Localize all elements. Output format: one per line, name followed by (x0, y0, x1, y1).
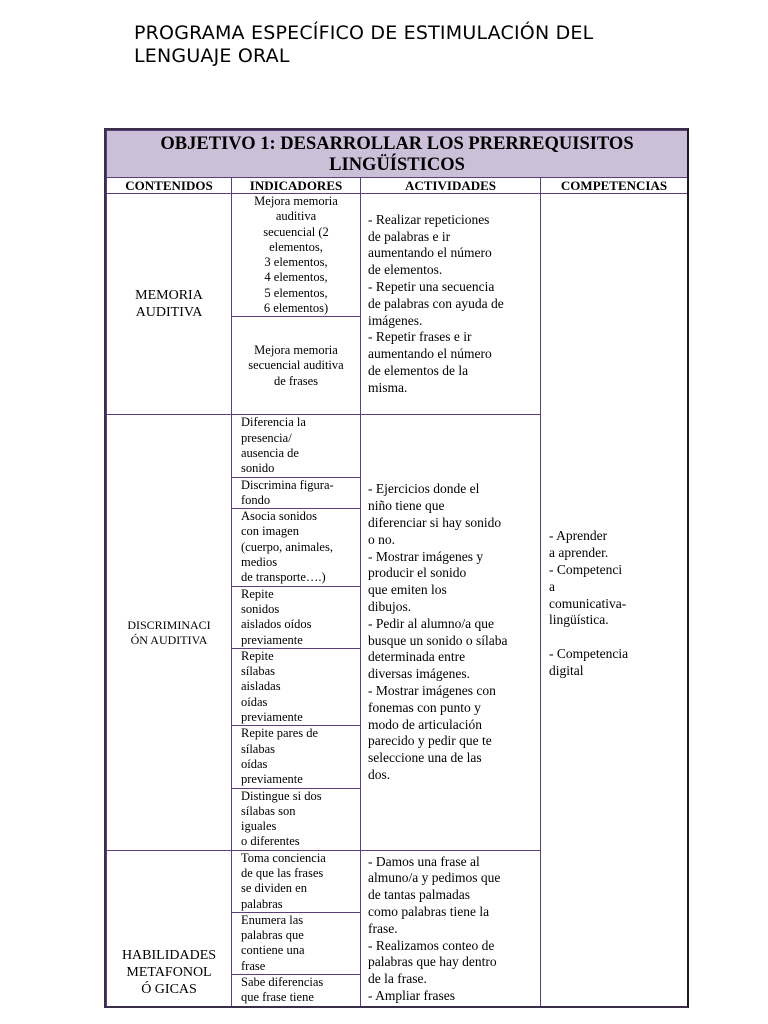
indicator-line: palabras que (241, 928, 304, 943)
indicator-line: se dividen en (241, 881, 307, 896)
indicator-discriminacion-3 (232, 509, 361, 586)
content-line: DISCRIMINACI (127, 617, 211, 632)
indicator-memoria-2 (232, 317, 361, 415)
competencia-line: - Aprender (549, 528, 608, 544)
activity-line: imágenes. (368, 312, 423, 328)
activity-line: que emiten los (368, 582, 447, 598)
activity-line: de la frase. (368, 971, 427, 987)
activity-line: diferenciar si hay sonido (368, 514, 502, 530)
activity-line: busque un sonido o sílaba (368, 632, 508, 648)
indicator-line: Repite (241, 648, 274, 663)
indicator-line: contiene una (241, 943, 305, 958)
competencia-line: a (549, 578, 555, 594)
activity-line: determinada entre (368, 649, 466, 665)
indicator-discriminacion-5 (232, 648, 361, 725)
activities-memoria (361, 194, 541, 415)
activity-line: de elementos de la (368, 362, 469, 378)
indicator-line: sonidos (241, 601, 280, 616)
activity-line: misma. (368, 379, 408, 395)
program-table (106, 130, 688, 1008)
indicator-discriminacion-6 (232, 726, 361, 788)
activity-line: o no. (368, 531, 395, 547)
activity-line: - Realizamos conteo de (368, 937, 495, 953)
activity-line: palabras que hay dentro (368, 954, 497, 970)
activity-line: - Ampliar frases (368, 988, 455, 1004)
content-line: ÓN AUDITIVA (130, 632, 208, 647)
content-habilidades-metafonologicas (107, 850, 232, 1008)
header-contenidos: CONTENIDOS (107, 178, 232, 194)
indicator-line: Diferencia la (241, 415, 306, 430)
document-title (134, 22, 694, 68)
activity-line: aumentando el número (368, 245, 492, 261)
content-memoria-auditiva (107, 194, 232, 415)
title-line-2: LENGUAJE ORAL (134, 45, 290, 67)
indicator-line: aisladas (241, 679, 281, 694)
content-line: Ó GICAS (141, 982, 197, 998)
indicator-line: Mejora memoria (254, 194, 338, 208)
indicator-line: fondo (241, 492, 271, 507)
content-line: HABILIDADES (121, 948, 217, 964)
activity-line: como palabras tiene la (368, 904, 490, 920)
competencia-line: lingüística. (549, 612, 609, 628)
competencia-line: digital (549, 662, 584, 678)
indicator-memoria-1 (232, 194, 361, 317)
indicator-line: previamente (241, 632, 303, 647)
indicator-line: 6 elementos) (263, 301, 329, 316)
indicator-line: iguales (241, 819, 277, 834)
objective-line-1: OBJETIVO 1: DESARROLLAR LOS PRERREQUISITOS (160, 134, 634, 154)
indicator-discriminacion-4 (232, 586, 361, 648)
title-line-1: PROGRAMA ESPECÍFICO DE ESTIMULACIÓN DEL (134, 22, 594, 44)
indicator-line: auditiva (275, 209, 317, 224)
indicator-line: oídas (241, 756, 268, 771)
activity-line: - Mostrar imágenes con (368, 682, 496, 698)
indicator-line: ausencia de (241, 445, 299, 460)
indicator-line: de frases (273, 373, 319, 388)
indicator-line: Repite (241, 586, 274, 601)
activity-line: seleccione una de las (368, 750, 482, 766)
activity-line: - Repetir frases e ir (368, 329, 472, 345)
activities-discriminacion (361, 415, 541, 850)
competencia-line: - Competenci (549, 562, 623, 578)
indicator-line: oídas (241, 694, 268, 709)
indicator-line: previamente (241, 772, 303, 787)
activities-metafonologicas (361, 850, 541, 1008)
content-line: MEMORIA (135, 288, 203, 304)
indicator-line: medios (241, 555, 278, 570)
indicator-line: sílabas (241, 664, 276, 679)
indicator-line: de que las frases (241, 865, 324, 880)
activity-line: - Repetir una secuencia (368, 278, 495, 294)
indicator-line: 4 elementos, (264, 270, 328, 285)
indicator-line: secuencial auditiva (248, 358, 344, 373)
indicator-line: Mejora memoria (254, 342, 338, 357)
indicator-line: de transporte….) (241, 570, 326, 585)
activity-line: niño tiene que (368, 498, 445, 514)
indicator-line: Sabe diferencias (241, 975, 324, 990)
competencia-line: a aprender. (549, 545, 609, 561)
indicator-line: aislados oídos (241, 617, 312, 632)
competencia-line: - Competencia (549, 646, 629, 662)
indicator-line: secuencial (2 (263, 224, 329, 239)
activity-line: frase. (368, 920, 398, 936)
indicator-line: Repite pares de (241, 726, 319, 741)
activity-line: almuno/a y pedimos que (368, 870, 501, 886)
program-table-frame (104, 128, 689, 1008)
indicator-line: Asocia sonidos (241, 509, 318, 524)
activity-line: - Realizar repeticiones (368, 211, 490, 227)
activity-line: de palabras e ir (368, 228, 451, 244)
indicator-line: Discrimina figura- (241, 477, 334, 492)
indicator-line: con imagen (241, 524, 299, 539)
activity-line: de palabras con ayuda de (368, 295, 504, 311)
indicator-line: (cuerpo, animales, (241, 539, 333, 554)
objective-line-2: LINGÜÍSTICOS (329, 155, 465, 175)
competencias-cell (541, 194, 688, 1009)
indicator-discriminacion-1 (232, 415, 361, 477)
indicator-line: sonido (241, 461, 275, 476)
activity-line: parecido y pedir que te (368, 733, 492, 749)
indicator-discriminacion-7 (232, 788, 361, 850)
activity-line: modo de articulación (368, 716, 482, 732)
indicator-metafonologicas-2 (232, 912, 361, 974)
activity-line: - Mostrar imágenes y (368, 548, 484, 564)
activity-line: aumentando el número (368, 346, 492, 362)
indicator-line: presencia/ (241, 430, 292, 445)
indicator-line: Toma conciencia (241, 850, 326, 865)
indicator-line: palabras (241, 896, 283, 911)
header-actividades: ACTIVIDADES (361, 178, 541, 194)
competencia-line: comunicativa- (549, 595, 627, 611)
indicator-line: que frase tiene (241, 990, 314, 1005)
activity-line: diversas imágenes. (368, 666, 470, 682)
activity-line: - Damos una frase al (368, 853, 480, 869)
indicator-line: frase (241, 958, 266, 973)
activity-line: fonemas con punto y (368, 699, 481, 715)
header-indicadores: INDICADORES (232, 178, 361, 194)
content-line: METAFONOL (126, 965, 212, 981)
indicator-line: previamente (241, 710, 303, 725)
activity-line: de tantas palmadas (368, 887, 470, 903)
indicator-line: sílabas son (241, 803, 296, 818)
activity-line: de elementos. (368, 262, 443, 278)
indicator-line: Distingue si dos (241, 788, 322, 803)
indicator-line: 5 elementos, (264, 285, 328, 300)
indicator-line: Enumera las (241, 912, 304, 927)
activity-line: - Pedir al alumno/a que (368, 615, 494, 631)
indicator-line: sílabas (241, 741, 276, 756)
indicator-metafonologicas-3 (232, 975, 361, 1008)
indicator-line: elementos, (269, 239, 323, 254)
header-competencias: COMPETENCIAS (541, 178, 688, 194)
activity-line: producir el sonido (368, 565, 467, 581)
objective-header (107, 131, 688, 178)
indicator-discriminacion-2 (232, 477, 361, 509)
content-discriminacion-auditiva (107, 415, 232, 850)
indicator-metafonologicas-1 (232, 850, 361, 912)
indicator-line: o diferentes (241, 834, 300, 849)
activity-line: dibujos. (368, 598, 412, 614)
indicator-line: 3 elementos, (264, 255, 328, 270)
competencia-spacer (549, 629, 681, 646)
activity-line: - Ejercicios donde el (368, 481, 480, 497)
content-line: AUDITIVA (135, 305, 203, 321)
activity-line: dos. (368, 766, 391, 782)
